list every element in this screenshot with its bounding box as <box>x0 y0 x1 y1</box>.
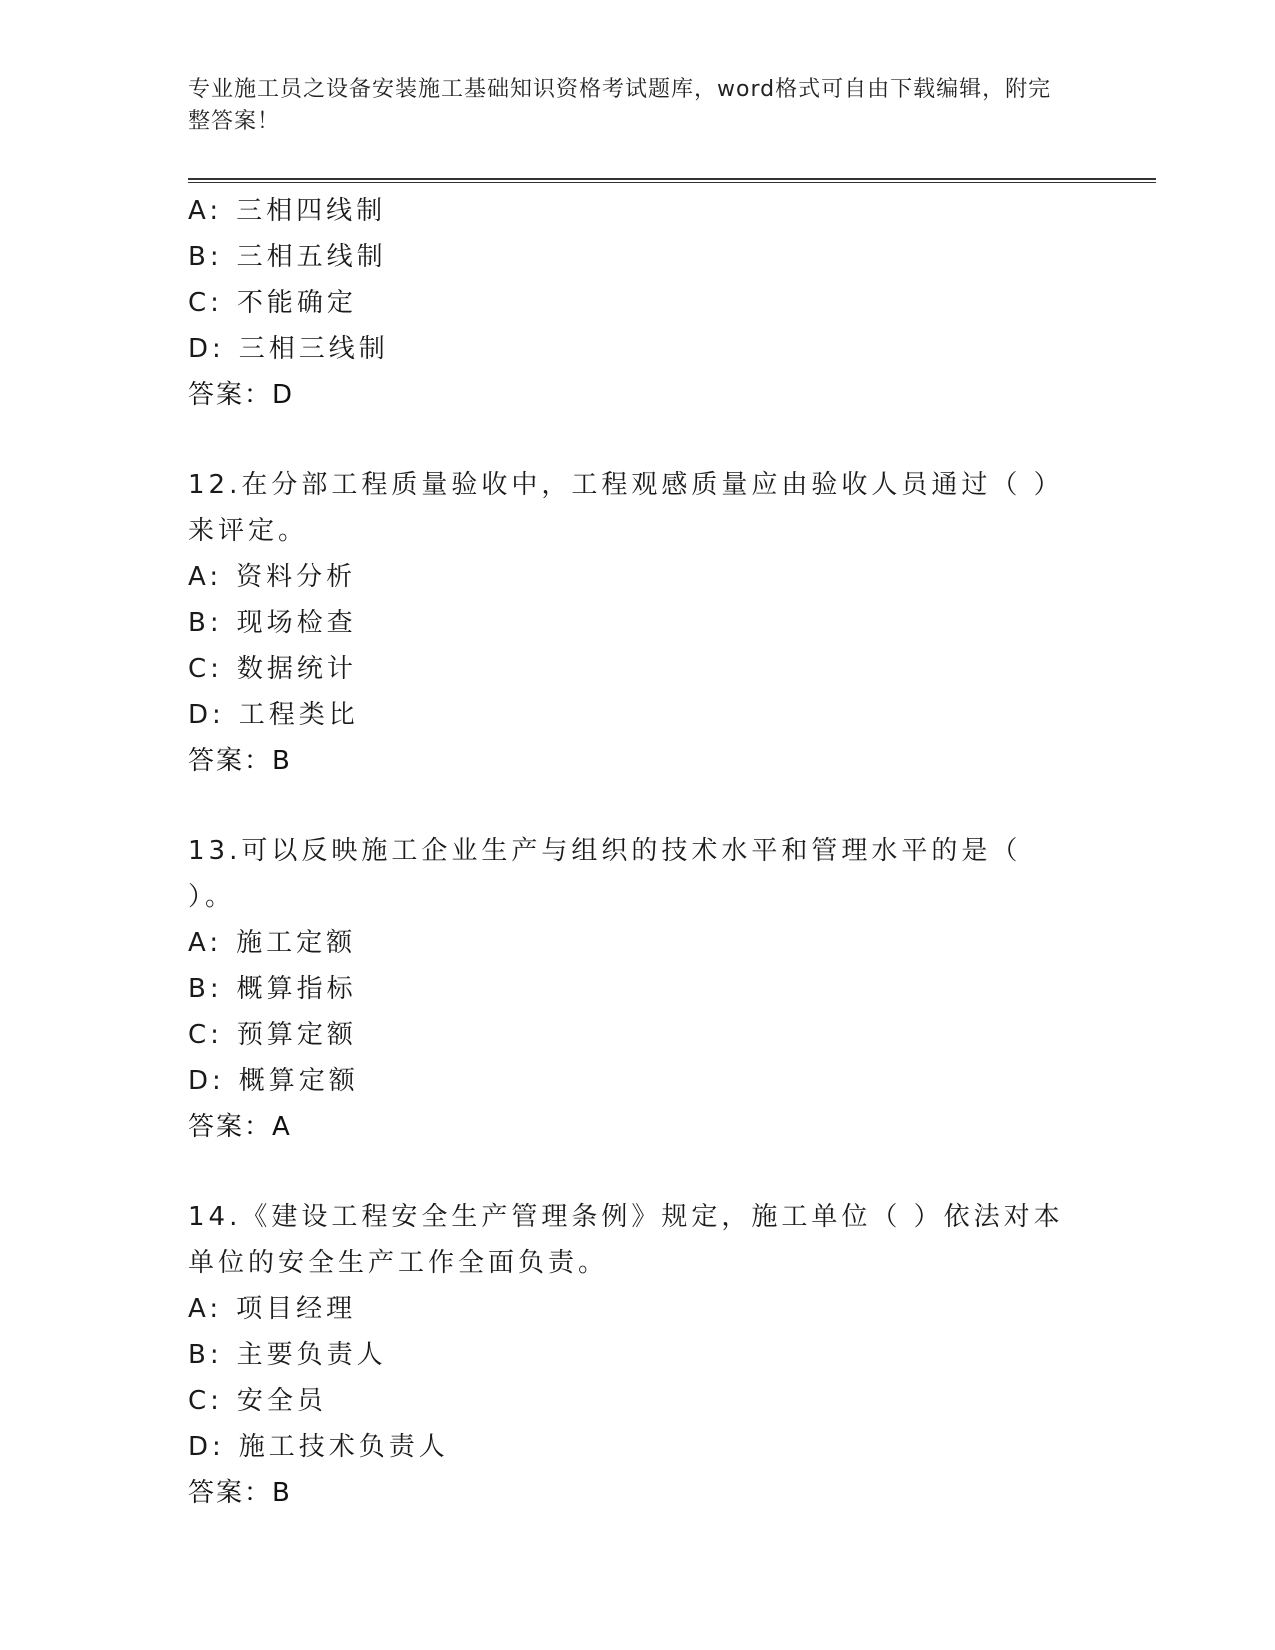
option-line <box>188 1012 1088 1058</box>
option-separator: : <box>209 242 223 272</box>
answer-line: 答案：D <box>188 380 295 410</box>
option-text: 概算定额 <box>238 1066 359 1096</box>
option-letter: B <box>188 242 210 272</box>
header-divider-thick <box>188 178 1156 180</box>
option-letter: C <box>188 1386 211 1416</box>
option-line <box>188 234 1088 280</box>
option-line <box>188 1424 1088 1470</box>
option-text: 资料分析 <box>236 562 357 592</box>
option-letter: C <box>188 654 211 684</box>
question-stem: 13.可以反映施工企业生产与组织的技术水平和管理水平的是（ ）。 <box>188 836 1022 912</box>
option-letter: D <box>188 334 213 364</box>
option-separator: : <box>210 1020 223 1050</box>
option-line <box>188 966 1088 1012</box>
option-letter: C <box>188 1020 211 1050</box>
option-text: 三相四线制 <box>236 196 387 226</box>
question-spacer <box>188 418 1088 462</box>
option-letter: A <box>188 1294 210 1324</box>
option-line <box>188 600 1088 646</box>
header-divider-thin <box>188 182 1156 183</box>
option-letter: D <box>188 1066 213 1096</box>
question-stem: 12.在分部工程质量验收中，工程观感质量应由验收人员通过（ ）来评定。 <box>188 470 1064 546</box>
option-letter: A <box>188 928 210 958</box>
option-line <box>188 188 1088 234</box>
option-letter: C <box>188 288 211 318</box>
question-stem: 14.《建设工程安全生产管理条例》规定，施工单位（ ）依法对本单位的安全生产工作全面负责。 <box>188 1202 1064 1278</box>
option-text: 施工定额 <box>236 928 357 958</box>
option-line <box>188 1378 1088 1424</box>
option-letter: A <box>188 196 210 226</box>
option-separator: : <box>209 974 223 1004</box>
option-letter: D <box>188 700 213 730</box>
option-separator: : <box>209 562 223 592</box>
option-separator: : <box>212 700 225 730</box>
question-content <box>188 188 1088 1516</box>
option-text: 三相三线制 <box>238 334 389 364</box>
option-line <box>188 1332 1088 1378</box>
option-text: 不能确定 <box>236 288 357 318</box>
option-text: 预算定额 <box>236 1020 357 1050</box>
question-spacer <box>188 1150 1088 1194</box>
answer-line: 答案：B <box>188 746 292 776</box>
option-separator: : <box>212 1066 225 1096</box>
option-text: 主要负责人 <box>236 1340 387 1370</box>
answer-line: 答案：A <box>188 1112 292 1142</box>
option-text: 数据统计 <box>236 654 357 684</box>
option-separator: : <box>212 1432 225 1462</box>
option-line <box>188 554 1088 600</box>
option-line <box>188 646 1088 692</box>
option-text: 项目经理 <box>236 1294 357 1324</box>
option-line <box>188 280 1088 326</box>
option-separator: : <box>209 196 223 226</box>
option-letter: A <box>188 562 210 592</box>
option-separator: : <box>209 1294 223 1324</box>
option-text: 概算指标 <box>236 974 357 1004</box>
option-text: 施工技术负责人 <box>238 1432 449 1462</box>
option-text: 工程类比 <box>238 700 359 730</box>
option-line <box>188 326 1088 372</box>
option-letter: D <box>188 1432 213 1462</box>
option-line <box>188 1286 1088 1332</box>
option-separator: : <box>210 288 223 318</box>
option-separator: : <box>210 1386 223 1416</box>
document-header: 专业施工员之设备安装施工基础知识资格考试题库，word格式可自由下载编辑，附完整答案！ <box>188 77 1052 134</box>
option-line <box>188 1058 1088 1104</box>
option-separator: : <box>209 1340 223 1370</box>
option-letter: B <box>188 974 210 1004</box>
option-letter: B <box>188 608 210 638</box>
answer-line: 答案：B <box>188 1478 292 1508</box>
option-separator: : <box>212 334 225 364</box>
option-separator: : <box>209 928 223 958</box>
question-spacer <box>188 784 1088 828</box>
option-text: 安全员 <box>236 1386 327 1416</box>
option-line <box>188 920 1088 966</box>
option-text: 三相五线制 <box>236 242 387 272</box>
option-letter: B <box>188 1340 210 1370</box>
option-text: 现场检查 <box>236 608 357 638</box>
option-separator: : <box>209 608 223 638</box>
option-line <box>188 692 1088 738</box>
option-separator: : <box>210 654 223 684</box>
